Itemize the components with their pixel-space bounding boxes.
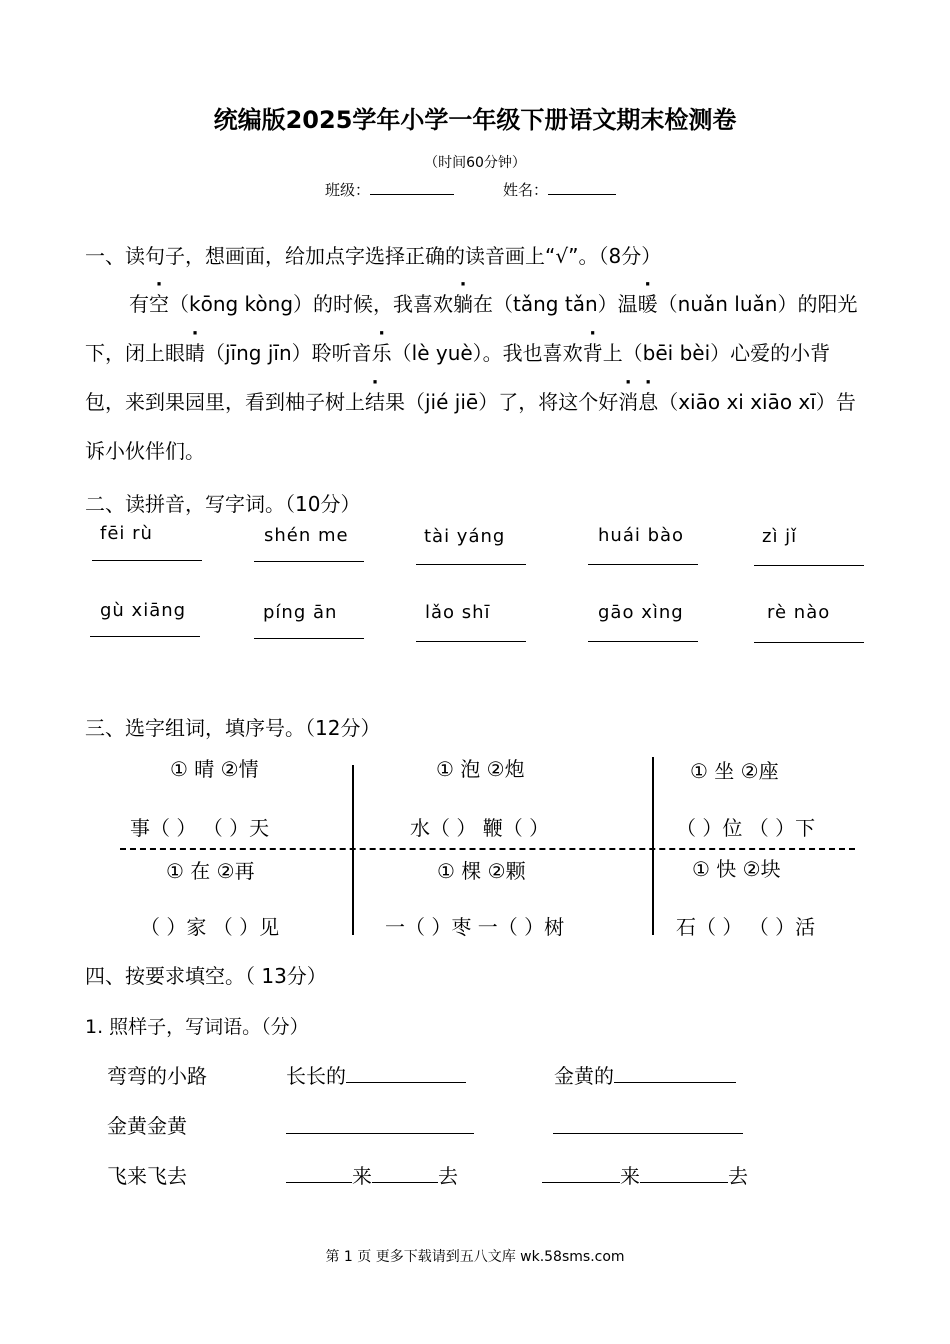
section1-heading: 一、读句子，想画面，给加点字选择正确的读音画上“√”。（8分） [85, 244, 662, 268]
name-blank[interactable] [548, 180, 616, 195]
dotted-char[interactable]: 躺 [453, 292, 474, 316]
pinyin-label: zì jǐ [762, 526, 798, 547]
answer-line[interactable] [754, 565, 864, 566]
dotted-char[interactable]: 空 [149, 292, 169, 316]
column-divider [352, 765, 354, 935]
section4-heading: 四、按要求填空。（ 13分） [85, 964, 327, 988]
class-field[interactable] [325, 179, 454, 200]
section3-heading: 三、选字组词，填序号。（12分） [85, 716, 381, 740]
time-note: （时间60分钟） [424, 155, 526, 171]
section2-heading: 二、读拼音，写字词。（10分） [85, 492, 361, 516]
pinyin-label: shén me [264, 525, 349, 546]
char-options: ① 快 ②块 [692, 857, 781, 881]
pinyin-label: tài yáng [424, 526, 506, 547]
answer-line[interactable] [553, 1133, 743, 1134]
pinyin-label: rè nào [767, 602, 831, 623]
answer-line[interactable] [90, 636, 200, 637]
answer-line[interactable] [254, 561, 364, 562]
page-footer: 第 1 页 更多下载请到五八文库 wk.58sms.com [325, 1249, 625, 1265]
dotted-char[interactable]: 乐 [371, 341, 392, 365]
fill-blank[interactable]: 一（ ）枣 一（ ）树 [385, 915, 565, 939]
dotted-char[interactable]: 睛 [185, 341, 205, 365]
column-divider [652, 757, 654, 935]
answer-line[interactable] [286, 1133, 474, 1134]
fill-blank[interactable]: 石（ ） （ ）活 [676, 915, 816, 939]
class-blank[interactable] [370, 180, 454, 195]
word-blank[interactable]: 长长的 [286, 1060, 466, 1089]
answer-line[interactable] [754, 642, 864, 643]
word-blank[interactable]: 来 去 [542, 1160, 748, 1189]
answer-line[interactable] [92, 560, 202, 561]
dotted-char[interactable]: 息 [638, 390, 659, 414]
pinyin-label: lǎo shī [425, 602, 491, 623]
pinyin-label: gù xiāng [100, 600, 187, 621]
class-label: 班级： [325, 181, 371, 199]
pinyin-label: gāo xìng [598, 602, 684, 623]
row-divider [120, 848, 855, 850]
dotted-char[interactable]: 消 [618, 390, 639, 414]
section1-passage: 有空（kōng kòng）的时候，我喜欢躺在（tǎng tǎn）温暖（nuǎn luǎn）的阳光下，闭上眼睛（jīng jīn）聆听音乐（lè yuè）。我也喜欢背上（bēi bèi）心爱的小背包，来到果园里，看到柚子树上结果（jié jiē）了，将这个好消息（xiāo xi xiāo xī）告诉小伙伴们。 [85, 280, 870, 476]
char-options: ① 在 ②再 [166, 859, 255, 883]
char-options: ① 晴 ②情 [170, 757, 259, 781]
name-field[interactable] [503, 179, 616, 200]
answer-line[interactable] [254, 638, 364, 639]
page-title: 统编版2025学年小学一年级下册语文期末检测卷 [213, 106, 737, 134]
example-word: 金黄金黄 [107, 1114, 187, 1138]
pinyin-label: píng ān [263, 602, 338, 623]
answer-line[interactable] [416, 564, 526, 565]
example-word: 弯弯的小路 [107, 1064, 207, 1088]
fill-blank[interactable]: 事（ ） （ ）天 [130, 816, 270, 840]
word-blank[interactable]: 金黄的 [554, 1060, 736, 1089]
fill-blank[interactable]: 水（ ） 鞭（ ） [410, 816, 550, 840]
pinyin-label: huái bào [598, 525, 685, 546]
fill-blank[interactable]: （ ）家 （ ）见 [140, 915, 280, 939]
dotted-char[interactable]: 背 [582, 341, 603, 365]
name-label: 姓名： [503, 181, 549, 199]
answer-line[interactable] [588, 641, 698, 642]
char-options: ① 泡 ②炮 [436, 757, 525, 781]
dotted-char[interactable]: 结 [365, 390, 385, 414]
fill-blank[interactable]: （ ）位 （ ）下 [676, 816, 816, 840]
dotted-char[interactable]: 暖 [637, 292, 658, 316]
answer-line[interactable] [588, 564, 698, 565]
answer-line[interactable] [416, 641, 526, 642]
word-blank[interactable]: 来 去 [286, 1160, 458, 1189]
char-options: ① 棵 ②颗 [437, 859, 526, 883]
subquestion-1: 1. 照样子，写词语。（分） [85, 1016, 309, 1038]
char-options: ① 坐 ②座 [690, 759, 779, 783]
example-word: 飞来飞去 [107, 1164, 187, 1188]
pinyin-label: fēi rù [100, 523, 153, 544]
